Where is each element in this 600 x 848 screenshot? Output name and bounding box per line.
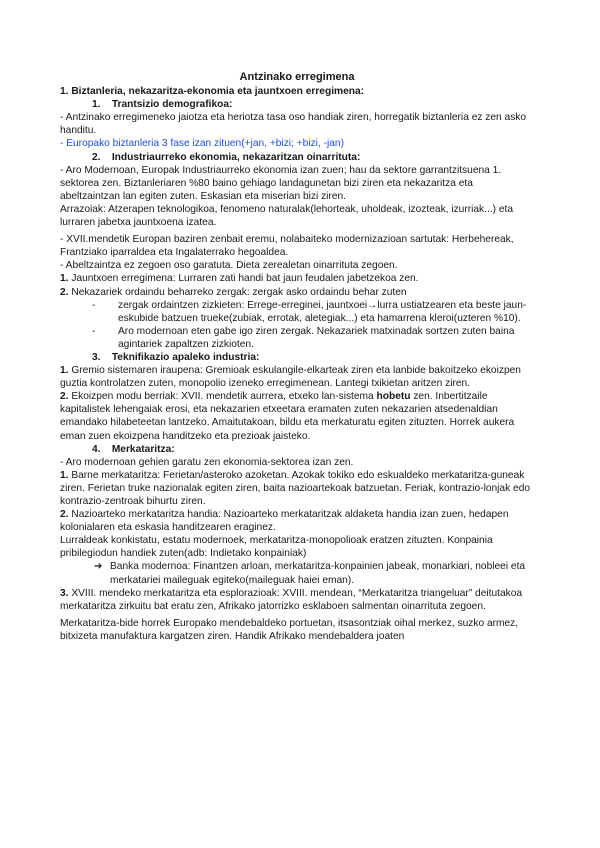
arrow-bullet-icon: ➔ [94, 561, 103, 573]
document-page [60, 71, 534, 643]
subsection-heading-commerce: 4. Merkataritza: [92, 443, 175, 455]
item-text: Gremio sistemaren iraupena: Gremioak eskulangile-elkarteak ziren eta lanbide bakoitzeko ekoizpen guztia kontrolatzen zuten, monopolio izeneko erregimenean. Lantegi txikietan aritzen ziren. [60, 365, 521, 390]
list-item [60, 299, 534, 325]
item-text: Jauntxoen erregimena: Lurraren zati handi bat jaun feudalen jabetzekoa zen. [68, 273, 419, 285]
item-number: 1. [60, 469, 69, 481]
item-text: Ekoizpen modu berriak: XVII. mendetik aurrera, etxeko lan-sistema [68, 391, 377, 403]
list-item [60, 560, 534, 586]
numbered-paragraph [60, 469, 534, 508]
paragraph: - XVII.mendetik Europan baziren zenbait eremu, nolabaiteko modernizazioan sartutak: Herbehereak, Frantziako iparraldea eta Ingalaterrako hegoaldea. [60, 234, 514, 259]
item-text: Nazioarteko merkataritza handia: Nazioarteko merkataritzak aldaketa handia izan zuen, hedapen kolonialaren eta eskasia handitzearen eraginez. [60, 509, 509, 534]
paragraph: - Abeltzaintza ez zegoen oso garatuta. Dieta zerealetan oinarrituta zegoen. [60, 260, 398, 272]
subsection-heading-demography: 1. Trantsizio demografikoa: [92, 99, 233, 111]
subsection-heading-economy: 2. Industriaurreko ekonomia, nekazaritzan oinarrituta: [92, 151, 361, 163]
list-item-text: Banka modernoa: Finantzen arloan, merkataritza-konpainien jabeak, monarkiari, nobleei eta merkatariei maileguak egiteko(maileguak haiei eman). [110, 561, 526, 586]
numbered-paragraph [60, 587, 534, 613]
paragraph-highlighted: - Europako biztanleria 3 fase izan zituen(+jan, +bizi; +bizi, -jan) [60, 138, 344, 150]
item-number: 1. [60, 365, 69, 377]
item-text: Nekazariek ordaindu beharreko zergak: zergak asko ordaindu behar zuten [68, 286, 407, 298]
list-item-text: zergak ordaintzen zizkieten: Errege-erreginei, jauntxoei→lurra ustiatzearen eta beste jaun-eskubide batzuen trueke(zubiak, errotak, aletegiak...) eta hamarrena kleroi(uzteren %10). [118, 299, 527, 324]
dash-bullet-icon: - [92, 299, 96, 311]
document-title: Antzinako erregimena [239, 71, 355, 83]
paragraph: Lurraldeak konkistatu, estatu modernoek, merkataritza-monopolioak eratzen zituzten. Konpainia pribilegiodun handiek zuten(adb: Indietako konpainiak) [60, 535, 493, 560]
paragraph: - Antzinako erregimeneko jaiotza eta heriotza tasa oso handiak ziren, horregatik biztanleria ez zen asko handitu. [60, 112, 527, 137]
item-number: 3. [60, 587, 69, 599]
paragraph: Arrazoiak: Atzerapen teknologikoa, fenomeno naturalak(lehorteak, uholdeak, izozteak, izurriak...) eta lurraren jabetxa jauntxoena izatea. [60, 203, 514, 229]
subsection-heading-industry: 3. Teknifikazio apaleko industria: [92, 351, 260, 363]
item-number: 2. [60, 391, 69, 403]
numbered-paragraph [60, 272, 534, 285]
item-number: 2. [60, 509, 69, 521]
item-text: zen. Inbertitzaile kapitalistek lehengaiak erosi, eta nekazarien etxeetara eramaten zuten nekazarien atsedenaldian emandako hilabeteetan lantzeko. Amaitutakoan, bildu eta merkaturatu egiten zituzten. Horrek aukera eman zuen ekoizpena handitzeko eta prezioak jaisteko. [60, 391, 515, 442]
paragraph: - Aro Modernoan, Europak Industriaurreko ekonomia izan zuen; hau da sektore garrantzitsuena 1. sektorea zen. Biztanleriaren %80 baino gehiago landagunetan bizi ziren eta nekazaritza eta abeltzaintzan lan egiten zuten. Eskasian eta miserian bizi ziren. [60, 164, 502, 202]
section-heading-1: 1. Biztanleria, nekazaritza-ekonomia eta jauntxoen erregimena: [60, 86, 365, 98]
item-number: 2. [60, 286, 69, 298]
bold-word: hobetu [376, 391, 411, 403]
list-item-text: Aro modernoan eten gabe igo ziren zergak. Nekazariek matxinadak sortzen zuten baina agintariek zapaltzen zizkioten. [118, 325, 515, 350]
dash-bullet-icon: - [92, 325, 96, 337]
item-text: Barne merkataritza: Ferietan/asteroko azoketan. Azokak tokiko edo eskualdeko merkataritza-guneak ziren. Ferietan truke nazionalak egiten ziren, baita nazioartekoak batzuetan. Feriak, kontrazio-lonjak edo kontrazio-zentroak bihurtu ziren. [60, 469, 531, 507]
item-number: 1. [60, 273, 69, 285]
paragraph: Merkataritza-bide horrek Europako mendebaldeko portuetan, itsasontziak oihal merkez, suzko armez, bitxizeta manufaktura kargatzen ziren. Handik Afrikako mendebaldera joaten [60, 617, 519, 642]
list-item [60, 325, 534, 351]
paragraph: - Aro modernoan gehien garatu zen ekonomia-sektorea izan zen. [60, 456, 354, 468]
numbered-paragraph [60, 364, 534, 390]
numbered-paragraph [60, 390, 534, 442]
item-text: XVIII. mendeko merkataritza eta esplorazioak: XVIII. mendean, “Merkataritza triangeluar” deitutakoa merkataritza zirkuitu bat eratu zen, Afrikako jatorrizko esklaboen salmentan oinarrituta zegoen. [60, 587, 523, 612]
numbered-paragraph [60, 286, 534, 299]
numbered-paragraph [60, 508, 534, 534]
